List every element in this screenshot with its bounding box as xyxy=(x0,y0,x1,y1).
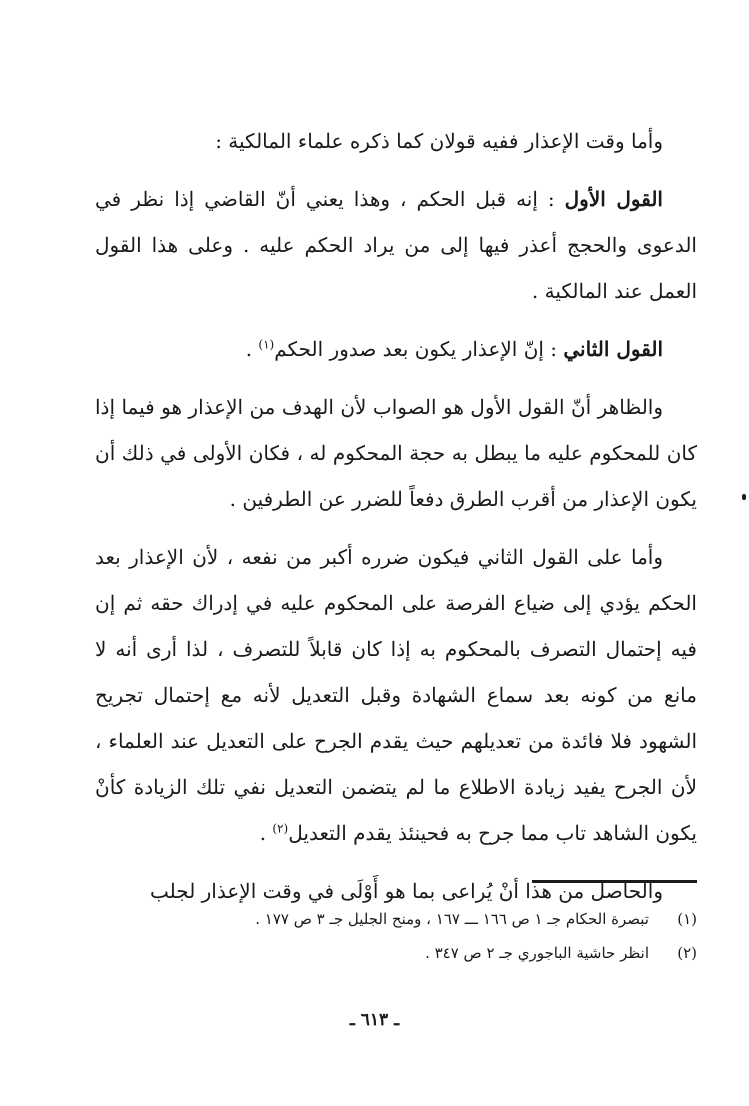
paragraph-5 xyxy=(95,534,697,856)
paragraph-6-text: والحاصل من هذا أنْ يُراعى بما هو أَوْلَى في وقت الإعذار لجلب xyxy=(150,879,663,903)
footnote-2-text: انظر حاشية الباجوري جـ ٢ ص ٣٤٧ . xyxy=(425,944,649,962)
main-text xyxy=(95,118,697,926)
paragraph-5-tail: . xyxy=(259,821,273,845)
footnote-separator xyxy=(532,880,697,883)
footnote-ref-2: (٢) xyxy=(272,821,289,836)
paragraph-4-text: والظاهر أنّ القول الأول هو الصواب لأن الهدف من الإعذار هو فيما إذا كان للمحكوم عليه ما يبطل به حجة المحكوم له ، فكان الأولى في ذلك أن يكون الإعذار من أقرب الطرق دفعاً للضرر عن الطرفين . xyxy=(95,395,697,511)
paragraph-1-text: وأما وقت الإعذار ففيه قولان كما ذكره علماء المالكية : xyxy=(215,129,663,153)
footnote-ref-1: (١) xyxy=(258,337,275,352)
paragraph-1 xyxy=(95,118,697,164)
paragraph-5-text: وأما على القول الثاني فيكون ضرره أكبر من نفعه ، لأن الإعذار بعد الحكم يؤدي إلى ضياع الفرصة على المحكوم عليه في إدراك حقه ثم إن فيه إحتمال التصرف بالمحكوم به إذا كان قابلاً للتصرف ، لذا أرى أنه لا مانع من كونه بعد سماع الشهادة وقبل التعديل لأنه مع إحتمال تجريح الشهود فلا فائدة من تعديلهم حيث يقدم الجرح على التعديل عند العلماء ، لأن الجرح يفيد زيادة الاطلاع ما لم يتضمن التعديل نفي تلك الزيادة كأنْ يكون الشاهد تاب مما جرح به فحينئذ يقدم التعديل xyxy=(95,545,697,845)
footnote-1-number: (١) xyxy=(677,910,697,928)
footnote-1 xyxy=(95,902,697,936)
margin-dot xyxy=(742,494,746,500)
paragraph-3-label: القول الثاني xyxy=(563,337,663,361)
paragraph-2-text: : إنه قبل الحكم ، وهذا يعني أنّ القاضي إذا نظر في الدعوى والحجج أعذر فيها إلى من يراد الحكم عليه . وعلى هذا القول العمل عند المالكية . xyxy=(95,187,697,303)
paragraph-2-label: القول الأول xyxy=(564,187,663,211)
paragraph-3-text: : إنّ الإعذار يكون بعد صدور الحكم xyxy=(274,337,564,361)
footnote-2 xyxy=(95,936,697,970)
footnote-1-text: تبصرة الحكام جـ ١ ص ١٦٦ ـــ ١٦٧ ، ومنح الجليل جـ ٣ ص ١٧٧ . xyxy=(255,910,649,928)
page-number: ـ ٦١٣ ـ xyxy=(349,1010,400,1030)
paragraph-2 xyxy=(95,176,697,314)
paragraph-4 xyxy=(95,384,697,522)
paragraph-3-tail: . xyxy=(245,337,259,361)
paragraph-3 xyxy=(95,326,697,372)
footnote-2-number: (٢) xyxy=(677,944,697,962)
footnotes xyxy=(95,902,697,970)
